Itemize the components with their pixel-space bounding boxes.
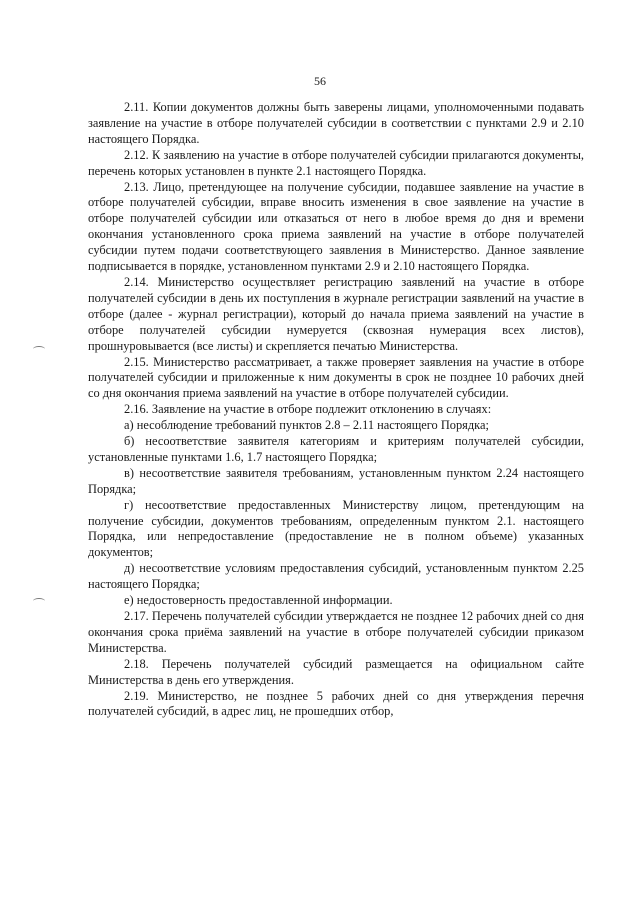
scan-mark (33, 346, 45, 352)
paragraph-2-12: 2.12. К заявлению на участие в отборе получателей субсидии прилагаются документы, перечень которых установлен в пункте 2.1 настоящего Порядка. (88, 147, 584, 178)
list-item-d: д) несоответствие условиям предоставления субсидий, установленным пунктом 2.25 настоящего Порядка; (88, 561, 584, 592)
paragraph-2-18: 2.18. Перечень получателей субсидий размещается на официальном сайте Министерства в день его утверждения. (88, 656, 584, 687)
document-body (88, 100, 584, 720)
scan-mark (33, 598, 45, 604)
paragraph-2-19: 2.19. Министерство, не позднее 5 рабочих дней со дня утверждения перечня получателей субсидий, в адрес лиц, не прошедших отбор, (88, 688, 584, 719)
paragraph-2-15: 2.15. Министерство рассматривает, а также проверяет заявления на участие в отборе получателей субсидии и приложенные к ним документы в срок не позднее 10 рабочих дней со дня окончания приема заявлений на участие в отборе получателей субсидии. (88, 354, 584, 401)
paragraph-2-14: 2.14. Министерство осуществляет регистрацию заявлений на участие в отборе получателей субсидии в день их поступления в журнале регистрации заявлений на участие в отборе (далее - журнал регистрации), который до начала приема заявлений на участие в отборе получателей субсидии нумеруется (сквозная нумерация всех листов), прошнуровывается (все листы) и скрепляется печатью Министерства. (88, 274, 584, 353)
list-item-b: б) несоответствие заявителя категориям и критериям получателей субсидии, установленные пунктами 1.6, 1.7 настоящего Порядка; (88, 434, 584, 464)
list-item-e: е) недостоверность предоставленной информации. (124, 593, 393, 608)
list-item-a: а) несоблюдение требований пунктов 2.8 – 2.11 настоящего Порядка; (124, 418, 489, 433)
paragraph-2-11: 2.11. Копии документов должны быть заверены лицами, уполномоченными подавать заявление на участие в отборе получателей субсидии в соответствии с пунктами 2.9 и 2.10 настоящего Порядка. (88, 100, 584, 146)
paragraph-2-17: 2.17. Перечень получателей субсидии утверждается не позднее 12 рабочих дней со дня окончания срока приёма заявлений на участие в отборе получателей субсидии приказом Министерства. (88, 609, 584, 655)
list-item-v: в) несоответствие заявителя требованиям, установленным пунктом 2.24 настоящего Порядка; (88, 465, 584, 496)
paragraph-2-16: 2.16. Заявление на участие в отборе подлежит отклонению в случаях: (124, 402, 492, 417)
paragraph-2-13: 2.13. Лицо, претендующее на получение субсидии, подавшее заявление на участие в отборе получателей субсидии, вправе вносить изменения в свое заявление на участие в отборе получателей субсидии или отказаться от него в любое время до дня и времени окончания установленного срока приема заявлений на участие в отборе получателей субсидии путем подачи соответствующего заявления в Министерство. Данное заявление подписывается в порядке, установленном пунктами 2.9 и 2.10 настоящего Порядка. (88, 179, 584, 274)
page-number: 56 (314, 74, 326, 88)
list-item-g: г) несоответствие предоставленных Министерству лицом, претендующим на получение субсидии, документов требованиям, определенным пунктом 2.1. настоящего Порядка, или непредоставление (предоставление не в полном объеме) указанных документов; (88, 497, 584, 560)
